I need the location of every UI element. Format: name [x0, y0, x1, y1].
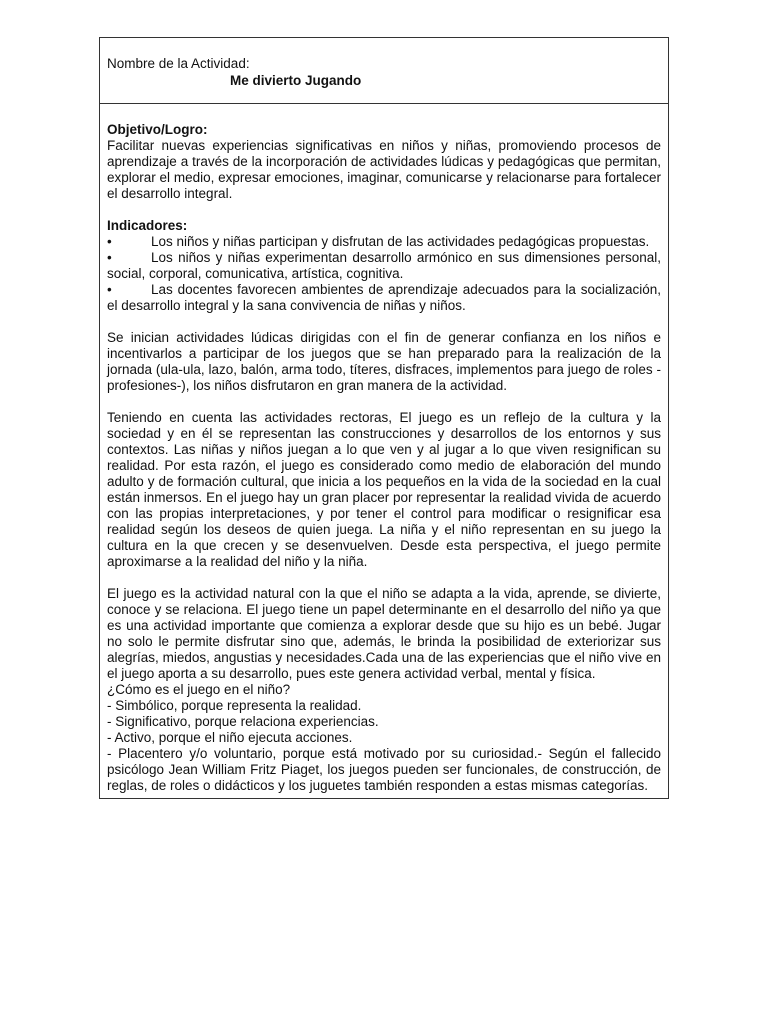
indicator-item: • Los niños y niñas experimentan desarrollo armónico en sus dimensiones personal, social, corporal, comunicativa, artística, cognitiva. [107, 250, 661, 281]
final-paragraph: - Placentero y/o voluntario, porque está motivado por su curiosidad.- Según el fallecido psicólogo Jean William Fritz Piaget, los juegos pueden ser funcionales, de construcción, de reglas, de roles o didácticos y los juguetes también responden a estas mismas categorías. [107, 746, 661, 793]
indicadores-heading: Indicadores: [107, 218, 188, 233]
paragraph: Teniendo en cuenta las actividades rectoras, El juego es un reflejo de la cultura y la sociedad y en él se representan las construcciones y desarrollos de los entornos y sus contextos. Las niñas y niños juegan a lo que ven y al jugar a lo que viven resignifican su realidad. Por esta razón, el juego es considerado como medio de elaboración del mundo adulto y de formación cultural, que inicia a los pequeños en la vida de la sociedad en la cual están inmersos. En el juego hay un gran placer por representar la realidad vivida de acuerdo con las propias interpretaciones, y por tener el control para modificar o resignificar esa realidad según los deseos de quien juega. La niña y el niño representan en su juego la cultura en la que crecen y se desenvuelven. Desde esta perspectiva, el juego permite aproximarse a la realidad del niño y la niña. [107, 410, 661, 569]
question-line: ¿Cómo es el juego en el niño? [107, 682, 291, 697]
list-item: - Simbólico, porque representa la realidad. [107, 698, 362, 713]
list-item: - Significativo, porque relaciona experiencias. [107, 714, 379, 729]
bullet-icon: • [107, 250, 112, 265]
objetivo-heading: Objetivo/Logro: [107, 122, 208, 137]
objetivo-text: Facilitar nuevas experiencias significativas en niños y niñas, promoviendo procesos de aprendizaje a través de la incorporación de actividades lúdicas y pedagógicas que permitan, explorar el medio, expresar emociones, imaginar, comunicarse y relacionarse para fortalecer el desarrollo integral. [107, 138, 661, 201]
activity-sheet [99, 37, 669, 799]
activity-title: Me divierto Jugando [230, 73, 362, 88]
list-item: - Activo, porque el niño ejecuta acciones. [107, 730, 353, 745]
indicator-item: • Las docentes favorecen ambientes de aprendizaje adecuados para la socialización, el desarrollo integral y la sana convivencia de niñas y niños. [107, 282, 661, 313]
content-section [100, 104, 668, 798]
header-section [100, 38, 668, 104]
bullet-icon: • [107, 282, 112, 297]
activity-name-label: Nombre de la Actividad: [107, 56, 250, 71]
paragraph: El juego es la actividad natural con la que el niño se adapta a la vida, aprende, se divierte, conoce y se relaciona. El juego tiene un papel determinante en el desarrollo del niño ya que es una actividad importante que comienza a explorar desde que su hijo es un bebé. Jugar no solo le permite disfrutar sino que, además, le brinda la posibilidad de exteriorizar sus alegrías, miedos, angustias y necesidades.Cada una de las experiencias que el niño vive en el juego aporta a su desarrollo, pues este genera actividad verbal, mental y física. [107, 586, 661, 681]
bullet-icon: • [107, 234, 112, 249]
paragraph: Se inician actividades lúdicas dirigidas con el fin de generar confianza en los niños e incentivarlos a participar de los juegos que se han preparado para la realización de la jornada (ula-ula, lazo, balón, arma todo, títeres, disfraces, implementos para juego de roles -profesiones-), los niños disfrutaron en gran manera de la actividad. [107, 330, 661, 393]
indicator-item: • Los niños y niñas participan y disfrutan de las actividades pedagógicas propuestas. [107, 234, 650, 249]
